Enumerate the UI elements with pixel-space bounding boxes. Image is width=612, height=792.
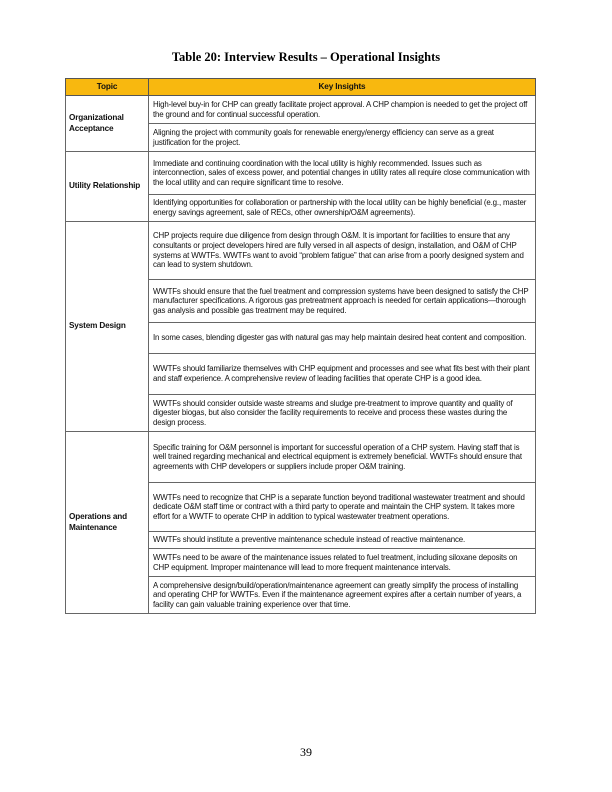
topic-cell: System Design [66, 222, 149, 432]
table-header-row [66, 79, 536, 96]
table-row [66, 222, 536, 280]
insight-cell: Aligning the project with community goals for renewable energy/energy efficiency can serve as a great justification for the project. [149, 124, 536, 152]
insight-cell: WWTFs should familiarize themselves with CHP equipment and processes and see what fits best with their plant and staff experience. A comprehensive review of leading facilities that operate CHP is a good idea. [149, 354, 536, 395]
insight-cell: Identifying opportunities for collaboration or partnership with the local utility can be highly beneficial (e.g., master energy savings agreement, sale of RECs, other ownership/O&M agreements). [149, 195, 536, 222]
table-title: Table 20: Interview Results – Operational Insights [171, 50, 441, 64]
insight-cell: CHP projects require due diligence from design through O&M. It is important for facilities to ensure that any consultants or project developers hired are fully versed in all aspects of design, installation, and O&M of CHP systems at WWTFs. WWTFs want to avoid “problem fatigue” that can arise from a poorly designed system and can lead to system shutdown. [149, 222, 536, 280]
insight-cell: Immediate and continuing coordination with the local utility is highly recommended. Issues such as interconnection, sales of excess power, and potential changes in utility rates all require close communication with the local utility and can require significant time to resolve. [149, 152, 536, 195]
insight-cell: WWTFs should consider outside waste streams and sludge pre-treatment to improve quantity and quality of digester biogas, but also consider the facility requirements to receive and process these wastes during the design process. [149, 395, 536, 432]
topic-cell: Operations and Maintenance [66, 432, 149, 614]
page-number: 39 [300, 745, 312, 759]
insight-cell: A comprehensive design/build/operation/maintenance agreement can greatly simplify the process of installing and operating CHP for WWTFs. Even if the maintenance agreement expires after a certain number of years, a facility can gain valuable training experience over that time. [149, 577, 536, 614]
insight-cell: WWTFs need to be aware of the maintenance issues related to fuel treatment, including siloxane deposits on CHP equipment. Improper maintenance will lead to more frequent maintenance intervals. [149, 549, 536, 577]
insight-cell: WWTFs need to recognize that CHP is a separate function beyond traditional wastewater treatment and should dedicate O&M staff time or contract with a third party to operate and maintain the CHP system. It takes more effort for a WWTF to operate CHP in addition to typical wastewater treatment operations. [149, 483, 536, 532]
table-row [66, 96, 536, 124]
insight-cell: WWTFs should ensure that the fuel treatment and compression systems have been designed to satisfy the CHP manufacturer specifications. A rigorous gas pretreatment approach is needed for certain applications—thorough gas analysis and possible gas treatment may be required. [149, 280, 536, 323]
operational-insights-table [65, 78, 536, 614]
header-topic: Topic [66, 79, 149, 96]
topic-cell: Organizational Acceptance [66, 96, 149, 152]
table-row [66, 152, 536, 195]
table-row [66, 432, 536, 483]
topic-cell: Utility Relationship [66, 152, 149, 222]
insight-cell: Specific training for O&M personnel is important for successful operation of a CHP system. Having staff that is well trained regarding mechanical and electrical equipment is extremely beneficial. WWTFs should ensure that agreements with CHP developers or suppliers include proper O&M training. [149, 432, 536, 483]
insight-cell: High-level buy-in for CHP can greatly facilitate project approval. A CHP champion is needed to get the project off the ground and for continual successful operation. [149, 96, 536, 124]
insight-cell: In some cases, blending digester gas with natural gas may help maintain desired heat content and composition. [149, 323, 536, 354]
header-key-insights: Key Insights [149, 79, 536, 96]
insight-cell: WWTFs should institute a preventive maintenance schedule instead of reactive maintenance. [149, 532, 536, 549]
